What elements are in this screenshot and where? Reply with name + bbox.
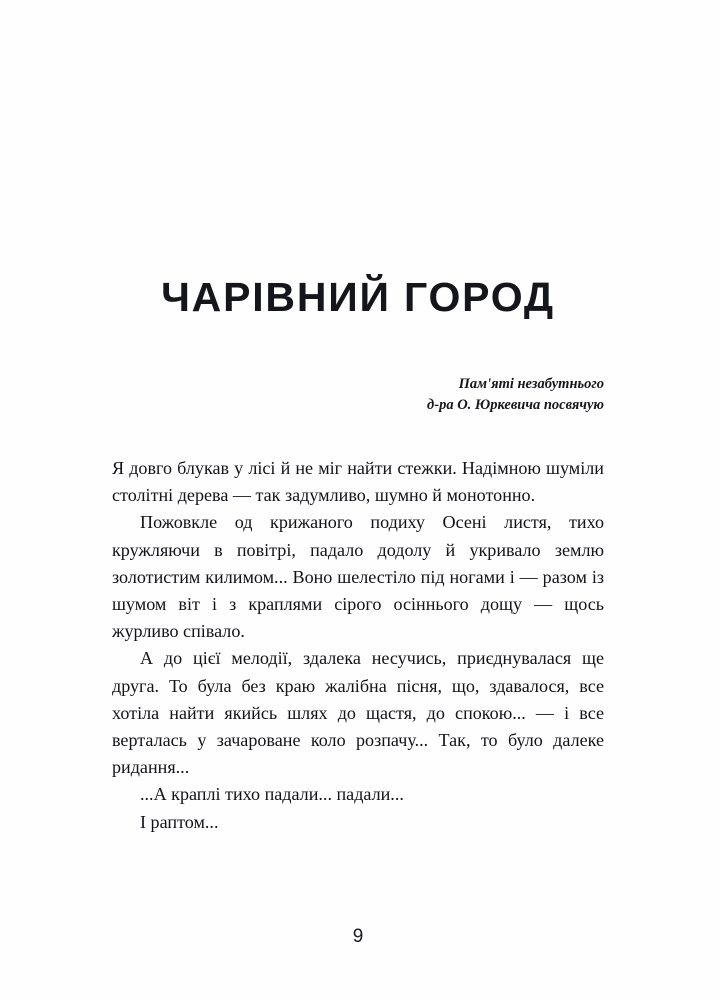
dedication-block (112, 374, 604, 415)
paragraph: Пожовкле од крижаного подиху Осені листя, тихо кружляючи в повітрі, падало додолу й укривало землю золотистим килимом... Воно шелестіло під ногами і — разом із шумом віт і з краплями сірого осіннього дощу — щось журливо співало. (112, 512, 604, 642)
chapter-title: ЧАРІВНИЙ ГОРОД (161, 274, 555, 321)
paragraph: Я довго блукав у лісі й не міг найти стежки. Надімною шуміли столітні дерева — так задумливо, шумно й монотонно. (112, 458, 604, 506)
paragraph: А до цієї мелодії, здалека несучись, приєднувалася ще друга. То була без краю жалібна пісня, що, здавалося, все хотіла найти якийсь шлях до щастя, до спокою... — і все верталась у зачароване коло розпачу... Так, то було далеке ридання... (112, 648, 604, 778)
dedication-line-2: д-ра О. Юркевича посвячую (427, 396, 604, 413)
page-number: 9 (352, 926, 364, 947)
paragraph: І раптом... (140, 811, 219, 832)
body-text (112, 455, 604, 836)
paragraph: ...А краплі тихо падали... падали... (140, 784, 404, 805)
page-content-column (112, 0, 604, 1000)
dedication-line-1: Пам'яті незабутнього (458, 376, 604, 392)
